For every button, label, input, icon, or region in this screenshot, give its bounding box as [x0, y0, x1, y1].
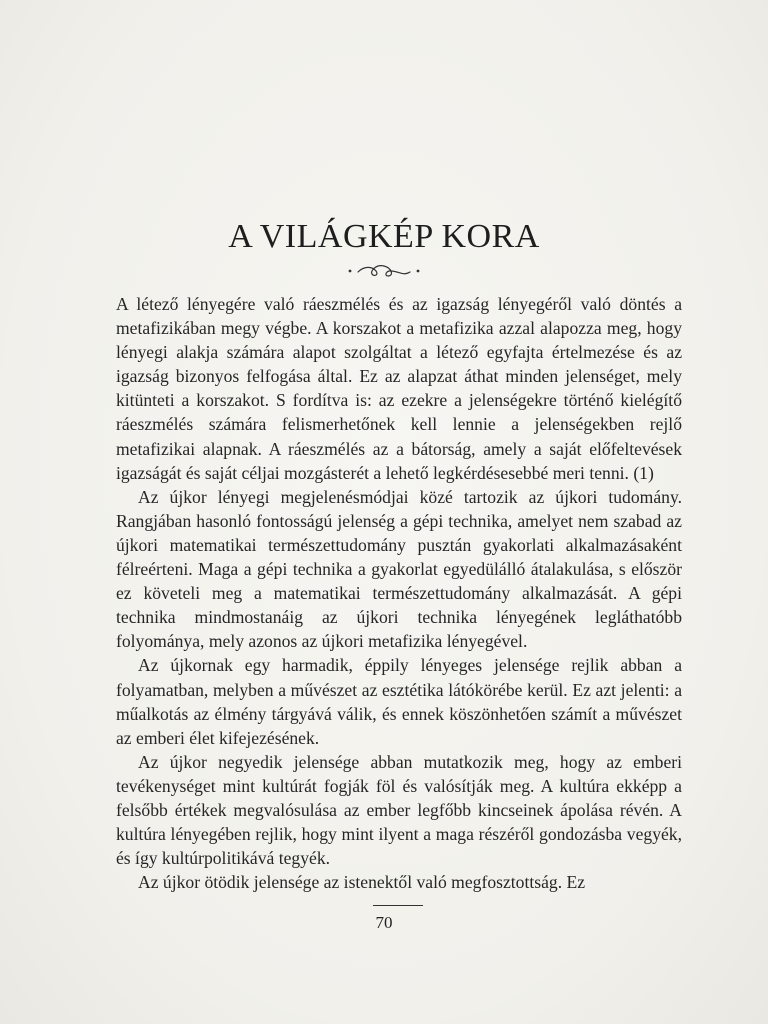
footer-rule	[373, 905, 423, 906]
flourish-ornament-icon	[344, 254, 424, 284]
chapter-title: A VILÁGKÉP KORA	[228, 218, 540, 255]
paragraph-5: Az újkor ötödik jelensége az istenektől való megfosztottság. Ez	[138, 872, 586, 893]
paragraph-1: A létező lényegére való ráeszmélés és az igazság lényegéről való döntés a metafizikában megy végbe. A korszakot a metafizika azzal alapozza meg, hogy lényegi alakja számára alapot szolgáltat a létező egyfajta értelmezése és az igazság bizonyos felfogása által. Ez az alapzat áthat minden jelenséget, mely kitünteti a korszakot. S fordítva is: az ezekre a jelenségekre történő kielégítő ráeszmélés számára felismerhetőnek kell lennie a jelenségekben rejlő metafizikai alapnak. A ráeszmélés az a bátorság, amely a saját előfeltevések igazságát és saját céljai mozgásterét a lehető legkérdésesebbé meri tenni. (1)	[116, 294, 682, 483]
page-number: 70	[375, 913, 393, 932]
paragraph-2: Az újkor lényegi megjelenésmódjai közé tartozik az újkori tudomány. Rangjában hasonló fontosságú jelenség a gépi technika, amelyet nem szabad az újkori matematikai természettudomány pusztán gyakorlati alkalmazásaként félreérteni. Maga a gépi technika a gyakorlat egyedülálló átalakulása, s először ez követeli meg a matematikai természettudomány alkalmazását. A gépi technika mindmostanáig az újkori technika lényegének legláthatóbb folyománya, mely azonos az újkori metafizika lényegével.	[116, 486, 682, 652]
body-text	[116, 292, 682, 894]
paragraph-3: Az újkornak egy harmadik, éppily lényeges jelensége rejlik abban a folyamatban, melyben a művészet az esztétika látókörébe kerül. Ez azt jelenti: a műalkotás az élmény tárgyává válik, és ennek köszönhetően számít a művészet az emberi élet kifejezésének.	[116, 655, 682, 748]
paragraph-4: Az újkor negyedik jelensége abban mutatkozik meg, hogy az emberi tevékenységet mint kultúrát fogják föl és valósítják meg. A kultúra ekképp a felsőbb értékek megvalósulása az ember legfőbb kincseinek ápolása révén. A kultúra lényegében rejlik, hogy mint ilyent a maga részéről gondozásba vegyék, és így kultúrpolitikává tegyék.	[116, 751, 682, 869]
